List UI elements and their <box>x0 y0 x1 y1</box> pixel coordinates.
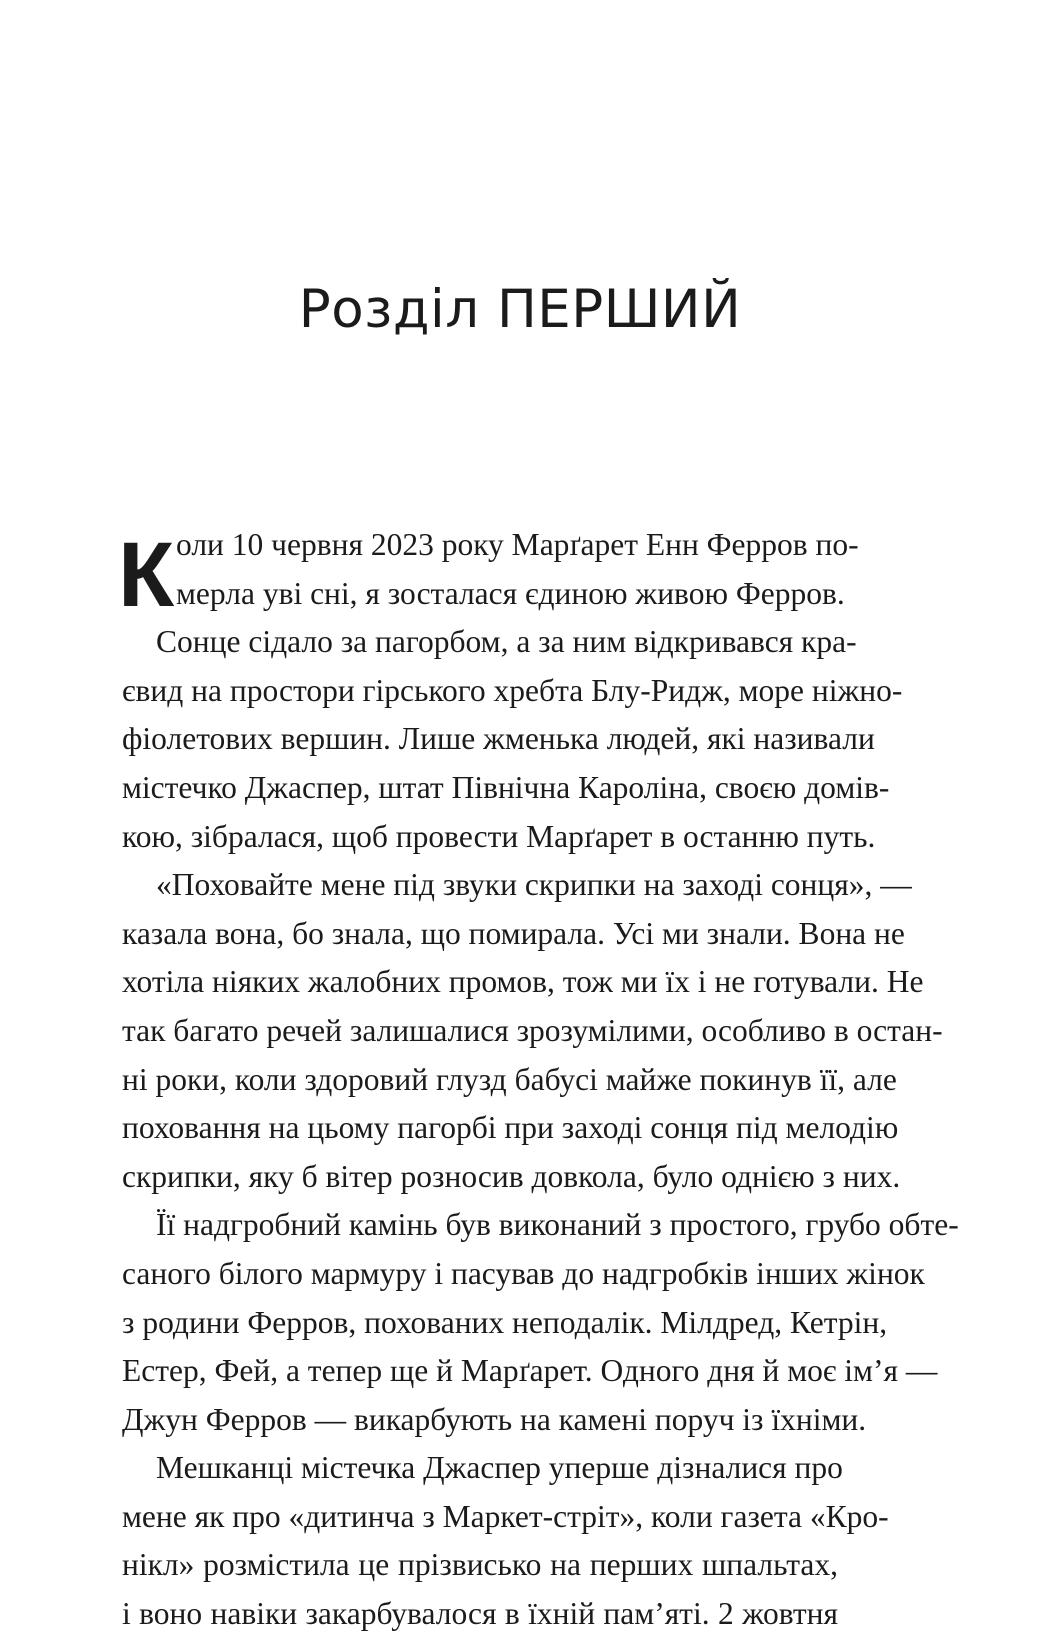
text-line: кою, зібралася, щоб провести Марґарет в останню путь. <box>122 818 876 854</box>
text-line: нікл» розмістила це прізвисько на перших шпальтах, <box>122 1547 838 1583</box>
chapter-text <box>118 521 959 1639</box>
text-line: так багато речей залишалися зрозумілими, особливо в остан- <box>122 1012 943 1048</box>
text-line: оли 10 червня 2023 року Марґарет Енн Ферров по- <box>176 527 859 562</box>
chapter-title: Розділ ПЕРШИЙ <box>298 279 742 340</box>
text-line: і воно навіки закарбувалося в їхній пам’яті. 2 жовтня <box>122 1596 838 1632</box>
text-line: фіолетових вершин. Лише жменька людей, які називали <box>122 721 875 757</box>
text-line: хотіла ніяких жалобних промов, тож ми їх і не готували. Не <box>122 964 924 1000</box>
text-line: мене як про «дитинча з Маркет-стріт», коли газета «Кро- <box>122 1498 889 1534</box>
text-line: ні роки, коли здоровий глузд бабусі майже покинув її, але <box>122 1061 897 1097</box>
text-line: поховання на цьому пагорбі при заході сонця під мелодію <box>122 1110 899 1146</box>
text-line: євид на простори гірського хребта Блу-Ридж, море ніжно- <box>122 672 903 708</box>
text-line: Джун Ферров — викарбують на камені поруч із їхніми. <box>122 1401 867 1437</box>
drop-cap: К <box>118 524 175 626</box>
text-line: Сонце сідало за пагорбом, а за ним відкривався кра- <box>156 624 857 660</box>
text-line: Її надгробний камінь був виконаний з простого, грубо обте- <box>156 1207 959 1243</box>
text-line: казала вона, бо знала, що помирала. Усі ми знали. Вона не <box>122 915 905 951</box>
text-line: Мешканці містечка Джаспер уперше дізналися про <box>156 1450 843 1486</box>
text-line: саного білого мармуру і пасував до надгробків інших жінок <box>122 1255 925 1291</box>
text-line: містечко Джаспер, штат Північна Кароліна, своєю домів- <box>122 769 890 805</box>
text-line: Естер, Фей, а тепер ще й Марґарет. Одного дня й моє ім’я — <box>122 1353 938 1389</box>
text-line: скрипки, яку б вітер розносив довкола, було однією з них. <box>122 1158 901 1194</box>
text-line: з родини Ферров, похованих неподалік. Мілдред, Кетрін, <box>122 1304 888 1340</box>
text-line: «Поховайте мене під звуки скрипки на заході сонця», — <box>156 867 912 903</box>
text-line: мерла уві сні, я зосталася єдиною живою Ферров. <box>176 575 845 611</box>
